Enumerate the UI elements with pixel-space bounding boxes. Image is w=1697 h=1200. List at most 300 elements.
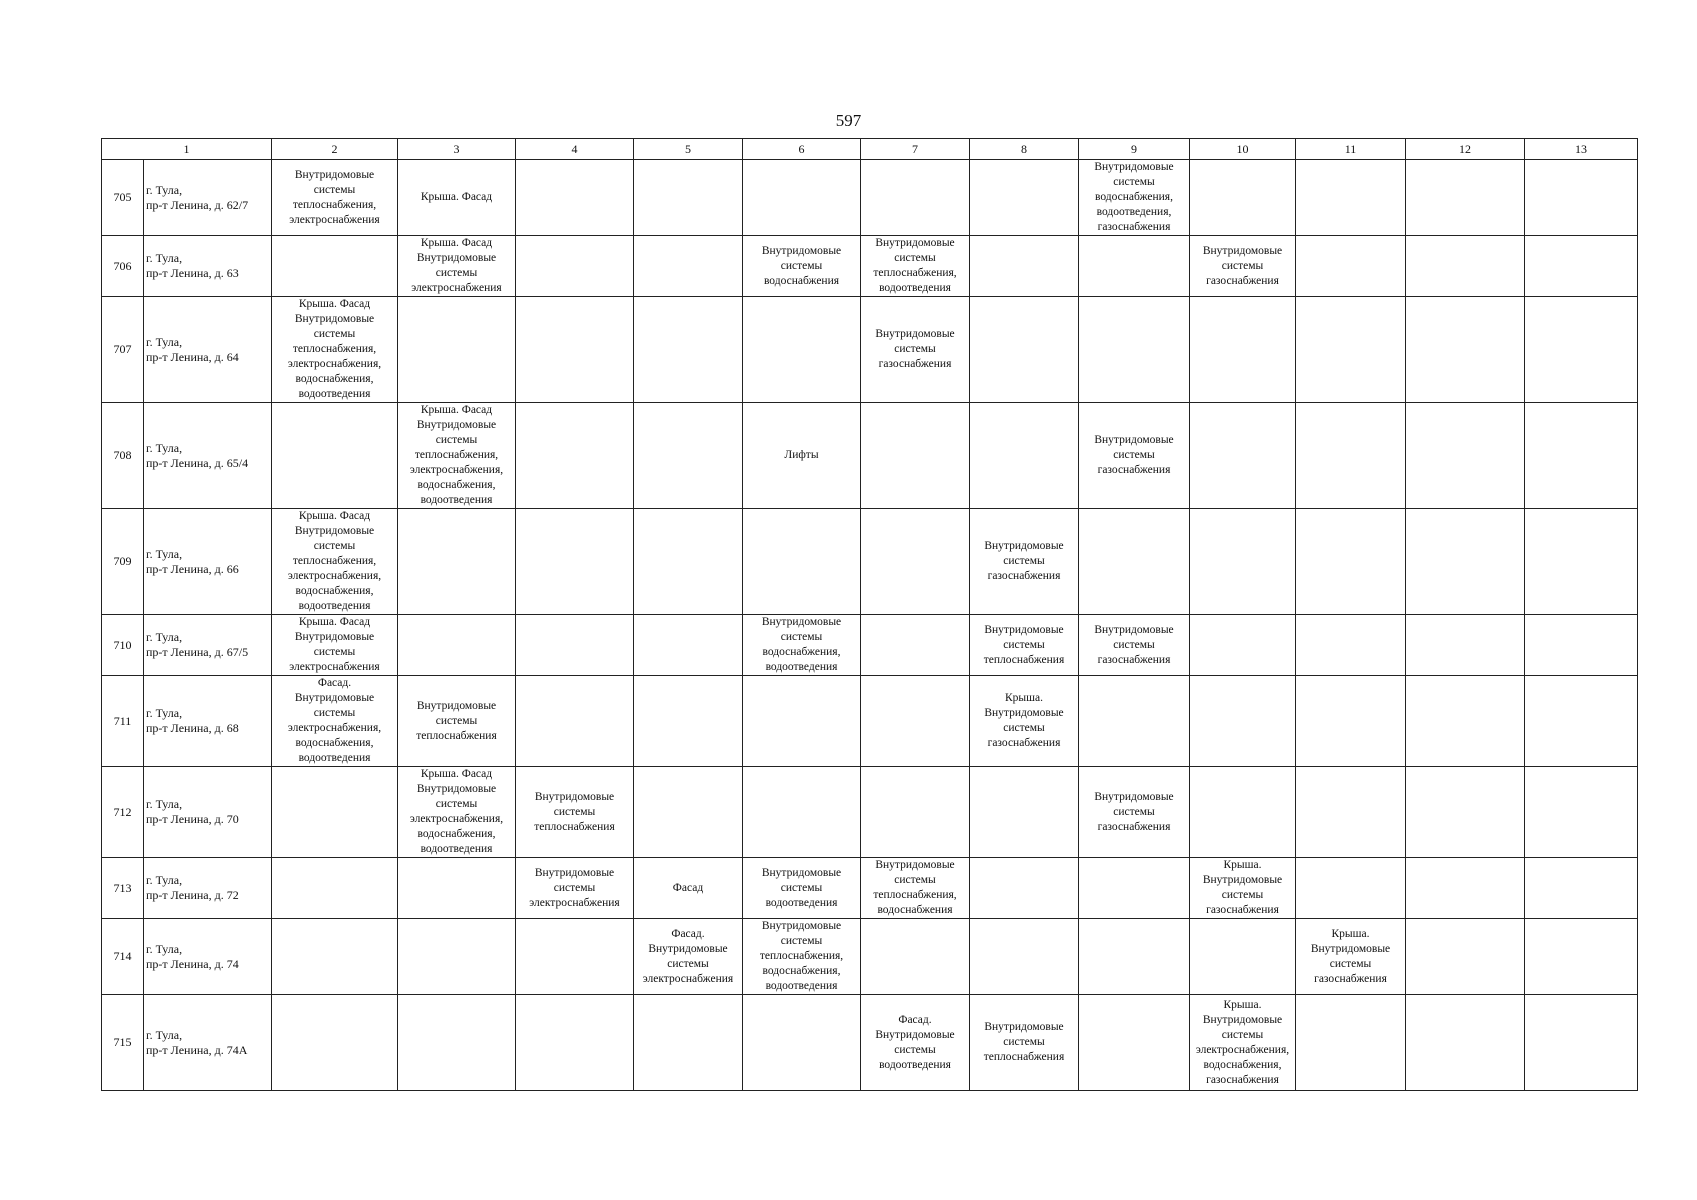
work-cell-col-6 bbox=[743, 403, 861, 509]
work-cell-col-4 bbox=[516, 297, 634, 403]
cell-text-line: теплоснабжения, bbox=[759, 950, 844, 962]
cell-text-line: водоотведения bbox=[765, 980, 838, 992]
work-cell-col-9 bbox=[1079, 995, 1190, 1091]
work-cell-col-5 bbox=[634, 509, 743, 615]
cell-text-line: пр-т Ленина, д. 63 bbox=[146, 266, 239, 280]
work-cell-col-9 bbox=[1079, 297, 1190, 403]
work-cell-col-6 bbox=[743, 858, 861, 919]
work-cell-col-8 bbox=[970, 615, 1079, 676]
work-cell-col-13 bbox=[1525, 919, 1638, 995]
column-header-7: 7 bbox=[861, 139, 970, 160]
work-cell-col-7 bbox=[861, 236, 970, 297]
work-cell-col-11 bbox=[1296, 676, 1406, 767]
cell-text-line: Внутридомовые bbox=[294, 631, 375, 643]
work-cell-col-5 bbox=[634, 297, 743, 403]
cell-text-line: Внутридомовые bbox=[648, 942, 728, 955]
cell-text-line: Крыша. Фасад bbox=[420, 404, 493, 416]
cell-text-line: Внутридомовые bbox=[416, 419, 497, 431]
work-cell-col-12 bbox=[1406, 236, 1525, 297]
work-cell-col-4 bbox=[516, 858, 634, 919]
column-header-8: 8 bbox=[970, 139, 1079, 160]
cell-text-line: Крыша. bbox=[1223, 998, 1262, 1011]
work-cell-col-13 bbox=[1525, 767, 1638, 858]
work-cell-col-4 bbox=[516, 509, 634, 615]
column-header-10: 10 bbox=[1190, 139, 1296, 160]
cell-text-line: системы bbox=[313, 646, 356, 658]
work-cell-col-3 bbox=[398, 297, 516, 403]
row-number: 710 bbox=[102, 615, 144, 676]
work-cell-col-7 bbox=[861, 403, 970, 509]
cell-text-line: теплоснабжения bbox=[983, 1051, 1065, 1063]
cell-text-line: системы bbox=[894, 343, 936, 355]
work-cell-col-10 bbox=[1190, 160, 1296, 236]
cell-text-line: г. Тула, bbox=[146, 334, 183, 349]
work-cell-col-9 bbox=[1079, 509, 1190, 615]
work-cell-col-5 bbox=[634, 403, 743, 509]
work-cell-col-8 bbox=[970, 995, 1079, 1091]
cell-text-line: Внутридомовые bbox=[534, 790, 615, 803]
work-cell-col-6 bbox=[743, 919, 861, 995]
column-header-11: 11 bbox=[1296, 139, 1406, 160]
table-row bbox=[102, 509, 1638, 615]
cell-text-line: водоснабжения, bbox=[1203, 1058, 1282, 1071]
table-row bbox=[102, 676, 1638, 767]
cell-text-line: пр-т Ленина, д. 68 bbox=[146, 721, 239, 735]
cell-text-line: системы bbox=[780, 881, 823, 894]
work-cell-col-12 bbox=[1406, 995, 1525, 1091]
cell-text-line: электроснабжения, bbox=[287, 358, 382, 370]
cell-text-line: системы bbox=[435, 798, 478, 810]
cell-text-line: Фасад. bbox=[317, 677, 352, 689]
table-row bbox=[102, 236, 1638, 297]
cell-text-line: системы bbox=[667, 957, 709, 970]
cell-text-line: г. Тула, bbox=[146, 873, 183, 887]
cell-text-line: системы bbox=[1221, 259, 1264, 272]
work-cell-col-11 bbox=[1296, 403, 1406, 509]
table-row bbox=[102, 858, 1638, 919]
work-cell-col-4 bbox=[516, 403, 634, 509]
cell-text-line: Внутридомовые bbox=[984, 1021, 1064, 1033]
work-cell-col-9 bbox=[1079, 403, 1190, 509]
cell-text-line: Внутридомовые bbox=[416, 699, 497, 712]
address-cell bbox=[144, 858, 272, 919]
cell-text-line: системы bbox=[313, 540, 356, 552]
cell-text-line: газоснабжения bbox=[1314, 972, 1387, 985]
cell-text-line: теплоснабжения, bbox=[873, 889, 957, 901]
cell-text-line: водоотведения bbox=[420, 843, 493, 855]
cell-text-line: г. Тула, bbox=[146, 182, 183, 197]
work-cell-col-13 bbox=[1525, 297, 1638, 403]
work-cell-col-13 bbox=[1525, 160, 1638, 236]
work-cell-col-5 bbox=[634, 236, 743, 297]
cell-text-line: Крыша. bbox=[1331, 927, 1370, 940]
table-body bbox=[102, 160, 1638, 1091]
work-cell-col-11 bbox=[1296, 767, 1406, 858]
cell-text-line: газоснабжения bbox=[1206, 904, 1279, 916]
row-number: 714 bbox=[102, 919, 144, 995]
cell-text-line: Внутридомовые bbox=[761, 616, 842, 628]
cell-text-line: Внутридомовые bbox=[294, 692, 375, 704]
table-row bbox=[102, 995, 1638, 1091]
work-cell-col-6 bbox=[743, 615, 861, 676]
column-header-5: 5 bbox=[634, 139, 743, 160]
cell-text-line: системы bbox=[1221, 889, 1264, 901]
address-cell bbox=[144, 236, 272, 297]
cell-text-line: теплоснабжения bbox=[416, 729, 497, 742]
cell-text-line: водоотведения bbox=[765, 896, 838, 909]
work-cell-col-8 bbox=[970, 236, 1079, 297]
work-cell-col-5 bbox=[634, 676, 743, 767]
work-cell-col-13 bbox=[1525, 858, 1638, 919]
cell-text-line: системы bbox=[313, 183, 356, 196]
cell-text-line: Внутридомовые bbox=[294, 525, 375, 537]
cell-text-line: Крыша. Фасад bbox=[420, 768, 493, 780]
work-cell-col-7 bbox=[861, 995, 970, 1091]
cell-text-line: водоотведения bbox=[298, 388, 371, 400]
cell-text-line: пр-т Ленина, д. 72 bbox=[146, 888, 239, 902]
cell-text-line: системы bbox=[1113, 805, 1155, 818]
work-cell-col-12 bbox=[1406, 676, 1525, 767]
work-cell-col-5 bbox=[634, 858, 743, 919]
row-number: 705 bbox=[102, 160, 144, 236]
cell-text-line: газоснабжения bbox=[1097, 820, 1171, 833]
column-number-row bbox=[102, 139, 1638, 160]
column-header-4: 4 bbox=[516, 139, 634, 160]
row-number: 711 bbox=[102, 676, 144, 767]
work-cell-col-10 bbox=[1190, 995, 1296, 1091]
work-cell-col-8 bbox=[970, 858, 1079, 919]
cell-text-line: Внутридомовые bbox=[294, 313, 375, 325]
cell-text-line: электроснабжения bbox=[289, 213, 380, 226]
page-number: 597 bbox=[835, 111, 862, 130]
cell-text-line: Внутридомовые bbox=[984, 540, 1064, 552]
work-cell-col-13 bbox=[1525, 676, 1638, 767]
work-cell-col-2 bbox=[272, 767, 398, 858]
work-cell-col-2 bbox=[272, 297, 398, 403]
cell-text-line: водоотведения bbox=[879, 1058, 951, 1071]
cell-text-line: Фасад. bbox=[898, 1013, 932, 1026]
work-cell-col-2 bbox=[272, 919, 398, 995]
cell-text-line: пр-т Ленина, д. 64 bbox=[146, 349, 239, 364]
cell-text-line: Крыша. Фасад bbox=[298, 298, 371, 310]
cell-text-line: Лифты bbox=[784, 449, 819, 461]
work-cell-col-13 bbox=[1525, 509, 1638, 615]
cell-text-line: газоснабжения bbox=[1097, 221, 1171, 233]
work-cell-col-3 bbox=[398, 767, 516, 858]
cell-text-line: газоснабжения bbox=[987, 570, 1061, 582]
work-cell-col-5 bbox=[634, 995, 743, 1091]
cell-text-line: Внутридомовые bbox=[416, 252, 497, 264]
work-cell-col-11 bbox=[1296, 858, 1406, 919]
cell-text-line: системы bbox=[1329, 957, 1372, 970]
work-cell-col-13 bbox=[1525, 403, 1638, 509]
cell-text-line: водоснабжения, bbox=[762, 965, 841, 977]
cell-text-line: Крыша. bbox=[1005, 692, 1043, 704]
work-cell-col-2 bbox=[272, 615, 398, 676]
cell-text-line: Внутридомовые bbox=[984, 707, 1064, 719]
cell-text-line: Фасад. bbox=[671, 927, 705, 940]
work-cell-col-3 bbox=[398, 615, 516, 676]
cell-text-line: г. Тула, bbox=[146, 440, 183, 455]
repair-schedule-table bbox=[101, 138, 1638, 1091]
work-cell-col-3 bbox=[398, 160, 516, 236]
work-cell-col-9 bbox=[1079, 236, 1190, 297]
cell-text-line: Внутридомовые bbox=[875, 328, 955, 340]
work-cell-col-7 bbox=[861, 919, 970, 995]
column-header-1: 1 bbox=[102, 139, 272, 160]
address-cell bbox=[144, 297, 272, 403]
column-header-12: 12 bbox=[1406, 139, 1525, 160]
cell-text-line: г. Тула, bbox=[146, 706, 183, 720]
cell-text-line: г. Тула, bbox=[146, 797, 183, 811]
cell-text-line: водоснабжения, bbox=[417, 828, 496, 840]
work-cell-col-10 bbox=[1190, 767, 1296, 858]
cell-text-line: водоснабжения, bbox=[1095, 191, 1173, 203]
work-cell-col-11 bbox=[1296, 615, 1406, 676]
work-cell-col-6 bbox=[743, 236, 861, 297]
cell-text-line: системы bbox=[1113, 176, 1155, 188]
work-cell-col-6 bbox=[743, 509, 861, 615]
column-header-9: 9 bbox=[1079, 139, 1190, 160]
work-cell-col-9 bbox=[1079, 919, 1190, 995]
cell-text-line: электроснабжения bbox=[289, 661, 380, 673]
work-cell-col-4 bbox=[516, 995, 634, 1091]
work-cell-col-9 bbox=[1079, 858, 1190, 919]
work-cell-col-8 bbox=[970, 509, 1079, 615]
cell-text-line: теплоснабжения bbox=[983, 653, 1065, 666]
address-cell bbox=[144, 767, 272, 858]
cell-text-line: теплоснабжения, bbox=[873, 267, 957, 279]
cell-text-line: электроснабжения, bbox=[287, 722, 382, 734]
work-cell-col-6 bbox=[743, 160, 861, 236]
work-cell-col-5 bbox=[634, 615, 743, 676]
cell-text-line: Внутридомовые bbox=[1094, 790, 1174, 803]
table-row bbox=[102, 767, 1638, 858]
work-cell-col-12 bbox=[1406, 509, 1525, 615]
work-cell-col-7 bbox=[861, 297, 970, 403]
work-cell-col-13 bbox=[1525, 995, 1638, 1091]
work-cell-col-2 bbox=[272, 676, 398, 767]
cell-text-line: газоснабжения bbox=[1097, 653, 1171, 666]
work-cell-col-3 bbox=[398, 676, 516, 767]
work-cell-col-4 bbox=[516, 236, 634, 297]
table-row bbox=[102, 919, 1638, 995]
work-cell-col-12 bbox=[1406, 858, 1525, 919]
cell-text-line: газоснабжения bbox=[1206, 274, 1279, 287]
work-cell-col-5 bbox=[634, 160, 743, 236]
work-cell-col-3 bbox=[398, 995, 516, 1091]
cell-text-line: системы bbox=[1003, 1036, 1045, 1048]
address-cell bbox=[144, 160, 272, 236]
work-cell-col-7 bbox=[861, 160, 970, 236]
cell-text-line: Внутридомовые bbox=[875, 1028, 955, 1041]
work-cell-col-2 bbox=[272, 403, 398, 509]
cell-text-line: Внутридомовые bbox=[1094, 161, 1174, 173]
cell-text-line: системы bbox=[1003, 555, 1045, 567]
cell-text-line: электроснабжения, bbox=[1195, 1043, 1290, 1056]
column-header-6: 6 bbox=[743, 139, 861, 160]
row-number: 707 bbox=[102, 297, 144, 403]
cell-text-line: системы bbox=[1113, 449, 1155, 461]
work-cell-col-9 bbox=[1079, 615, 1190, 676]
cell-text-line: пр-т Ленина, д. 74А bbox=[146, 1042, 248, 1057]
address-cell bbox=[144, 403, 272, 509]
cell-text-line: теплоснабжения bbox=[534, 820, 615, 833]
cell-text-line: водоснабжения bbox=[877, 904, 953, 916]
cell-text-line: водоотведения bbox=[879, 282, 951, 294]
cell-text-line: теплоснабжения, bbox=[292, 555, 377, 567]
work-cell-col-12 bbox=[1406, 615, 1525, 676]
work-cell-col-10 bbox=[1190, 676, 1296, 767]
row-number: 706 bbox=[102, 236, 144, 297]
cell-text-line: Фасад bbox=[672, 881, 704, 894]
cell-text-line: Внутридомовые bbox=[416, 783, 497, 795]
cell-text-line: водоснабжения, bbox=[762, 646, 841, 658]
work-cell-col-10 bbox=[1190, 615, 1296, 676]
work-cell-col-7 bbox=[861, 509, 970, 615]
row-number: 715 bbox=[102, 995, 144, 1091]
work-cell-col-6 bbox=[743, 767, 861, 858]
cell-text-line: системы bbox=[435, 434, 478, 446]
work-cell-col-7 bbox=[861, 767, 970, 858]
work-cell-col-2 bbox=[272, 995, 398, 1091]
cell-text-line: теплоснабжения, bbox=[292, 198, 377, 211]
cell-text-line: системы bbox=[313, 707, 356, 719]
work-cell-col-2 bbox=[272, 509, 398, 615]
cell-text-line: Внутридомовые bbox=[1094, 434, 1174, 446]
cell-text-line: теплоснабжения, bbox=[414, 449, 499, 461]
cell-text-line: Внутридомовые bbox=[761, 244, 842, 257]
column-header-2: 2 bbox=[272, 139, 398, 160]
cell-text-line: Крыша. Фасад bbox=[420, 191, 493, 203]
work-cell-col-3 bbox=[398, 919, 516, 995]
cell-text-line: системы bbox=[313, 328, 356, 340]
cell-text-line: г. Тула, bbox=[146, 630, 183, 644]
work-cell-col-5 bbox=[634, 767, 743, 858]
address-cell bbox=[144, 995, 272, 1091]
work-cell-col-11 bbox=[1296, 297, 1406, 403]
cell-text-line: Внутридомовые bbox=[1202, 244, 1283, 257]
work-cell-col-10 bbox=[1190, 919, 1296, 995]
work-cell-col-11 bbox=[1296, 160, 1406, 236]
cell-text-line: Внутридомовые bbox=[294, 168, 375, 181]
cell-text-line: пр-т Ленина, д. 65/4 bbox=[146, 455, 249, 470]
work-cell-col-4 bbox=[516, 615, 634, 676]
work-cell-col-11 bbox=[1296, 919, 1406, 995]
cell-text-line: водоотведения bbox=[765, 661, 838, 673]
work-cell-col-4 bbox=[516, 919, 634, 995]
cell-text-line: водоснабжения bbox=[763, 274, 840, 287]
work-cell-col-3 bbox=[398, 403, 516, 509]
cell-text-line: водоотведения bbox=[298, 752, 371, 764]
cell-text-line: электроснабжения bbox=[529, 896, 620, 909]
work-cell-col-8 bbox=[970, 403, 1079, 509]
work-cell-col-12 bbox=[1406, 919, 1525, 995]
cell-text-line: Крыша. Фасад bbox=[298, 510, 371, 522]
work-cell-col-10 bbox=[1190, 509, 1296, 615]
cell-text-line: электроснабжения, bbox=[287, 570, 382, 582]
work-cell-col-3 bbox=[398, 236, 516, 297]
work-cell-col-13 bbox=[1525, 236, 1638, 297]
work-cell-col-3 bbox=[398, 858, 516, 919]
cell-text-line: системы bbox=[894, 1043, 936, 1056]
cell-text-line: пр-т Ленина, д. 67/5 bbox=[146, 645, 249, 659]
work-cell-col-10 bbox=[1190, 236, 1296, 297]
work-cell-col-7 bbox=[861, 676, 970, 767]
cell-text-line: г. Тула, bbox=[146, 251, 183, 265]
work-cell-col-8 bbox=[970, 160, 1079, 236]
cell-text-line: пр-т Ленина, д. 70 bbox=[146, 812, 239, 826]
work-cell-col-12 bbox=[1406, 160, 1525, 236]
cell-text-line: газоснабжения bbox=[987, 737, 1061, 749]
work-cell-col-8 bbox=[970, 676, 1079, 767]
work-cell-col-11 bbox=[1296, 509, 1406, 615]
work-cell-col-2 bbox=[272, 236, 398, 297]
cell-text-line: водоотведения, bbox=[1096, 206, 1172, 218]
work-cell-col-7 bbox=[861, 858, 970, 919]
cell-text-line: системы bbox=[435, 267, 478, 279]
cell-text-line: Внутридомовые bbox=[761, 920, 842, 932]
work-cell-col-8 bbox=[970, 297, 1079, 403]
cell-text-line: Внутридомовые bbox=[1202, 874, 1283, 886]
cell-text-line: Внутридомовые bbox=[984, 623, 1064, 636]
column-header-3: 3 bbox=[398, 139, 516, 160]
work-cell-col-12 bbox=[1406, 297, 1525, 403]
column-header-13: 13 bbox=[1525, 139, 1638, 160]
work-cell-col-13 bbox=[1525, 615, 1638, 676]
cell-text-line: г. Тула, bbox=[146, 1027, 183, 1042]
work-cell-col-4 bbox=[516, 160, 634, 236]
cell-text-line: водоснабжения, bbox=[295, 737, 374, 749]
cell-text-line: системы bbox=[1003, 722, 1045, 734]
cell-text-line: Внутридомовые bbox=[761, 866, 842, 879]
table-row bbox=[102, 403, 1638, 509]
work-cell-col-10 bbox=[1190, 858, 1296, 919]
row-number: 708 bbox=[102, 403, 144, 509]
cell-text-line: Внутридомовые bbox=[1094, 623, 1174, 636]
cell-text-line: водоснабжения, bbox=[295, 373, 374, 385]
work-cell-col-12 bbox=[1406, 767, 1525, 858]
work-cell-col-6 bbox=[743, 676, 861, 767]
cell-text-line: г. Тула, bbox=[146, 546, 183, 561]
cell-text-line: электроснабжения bbox=[642, 972, 734, 985]
cell-text-line: водоотведения bbox=[420, 494, 493, 506]
cell-text-line: Внутридомовые bbox=[875, 859, 955, 871]
cell-text-line: Внутридомовые bbox=[1202, 1013, 1283, 1026]
cell-text-line: газоснабжения bbox=[878, 358, 952, 370]
cell-text-line: Внутридомовые bbox=[534, 866, 615, 879]
cell-text-line: системы bbox=[780, 935, 823, 947]
work-cell-col-6 bbox=[743, 297, 861, 403]
work-cell-col-8 bbox=[970, 767, 1079, 858]
cell-text-line: электроснабжения, bbox=[409, 464, 504, 476]
cell-text-line: Крыша. Фасад bbox=[420, 237, 493, 249]
work-cell-col-9 bbox=[1079, 160, 1190, 236]
cell-text-line: Внутридомовые bbox=[875, 237, 955, 249]
cell-text-line: Крыша. bbox=[1223, 859, 1262, 871]
work-cell-col-10 bbox=[1190, 403, 1296, 509]
cell-text-line: водоснабжения, bbox=[295, 585, 374, 597]
work-cell-col-2 bbox=[272, 858, 398, 919]
address-cell bbox=[144, 615, 272, 676]
work-cell-col-10 bbox=[1190, 297, 1296, 403]
work-cell-col-11 bbox=[1296, 236, 1406, 297]
work-cell-col-8 bbox=[970, 919, 1079, 995]
work-cell-col-11 bbox=[1296, 995, 1406, 1091]
cell-text-line: электроснабжения, bbox=[409, 813, 504, 825]
work-cell-col-4 bbox=[516, 676, 634, 767]
cell-text-line: теплоснабжения, bbox=[292, 343, 377, 355]
